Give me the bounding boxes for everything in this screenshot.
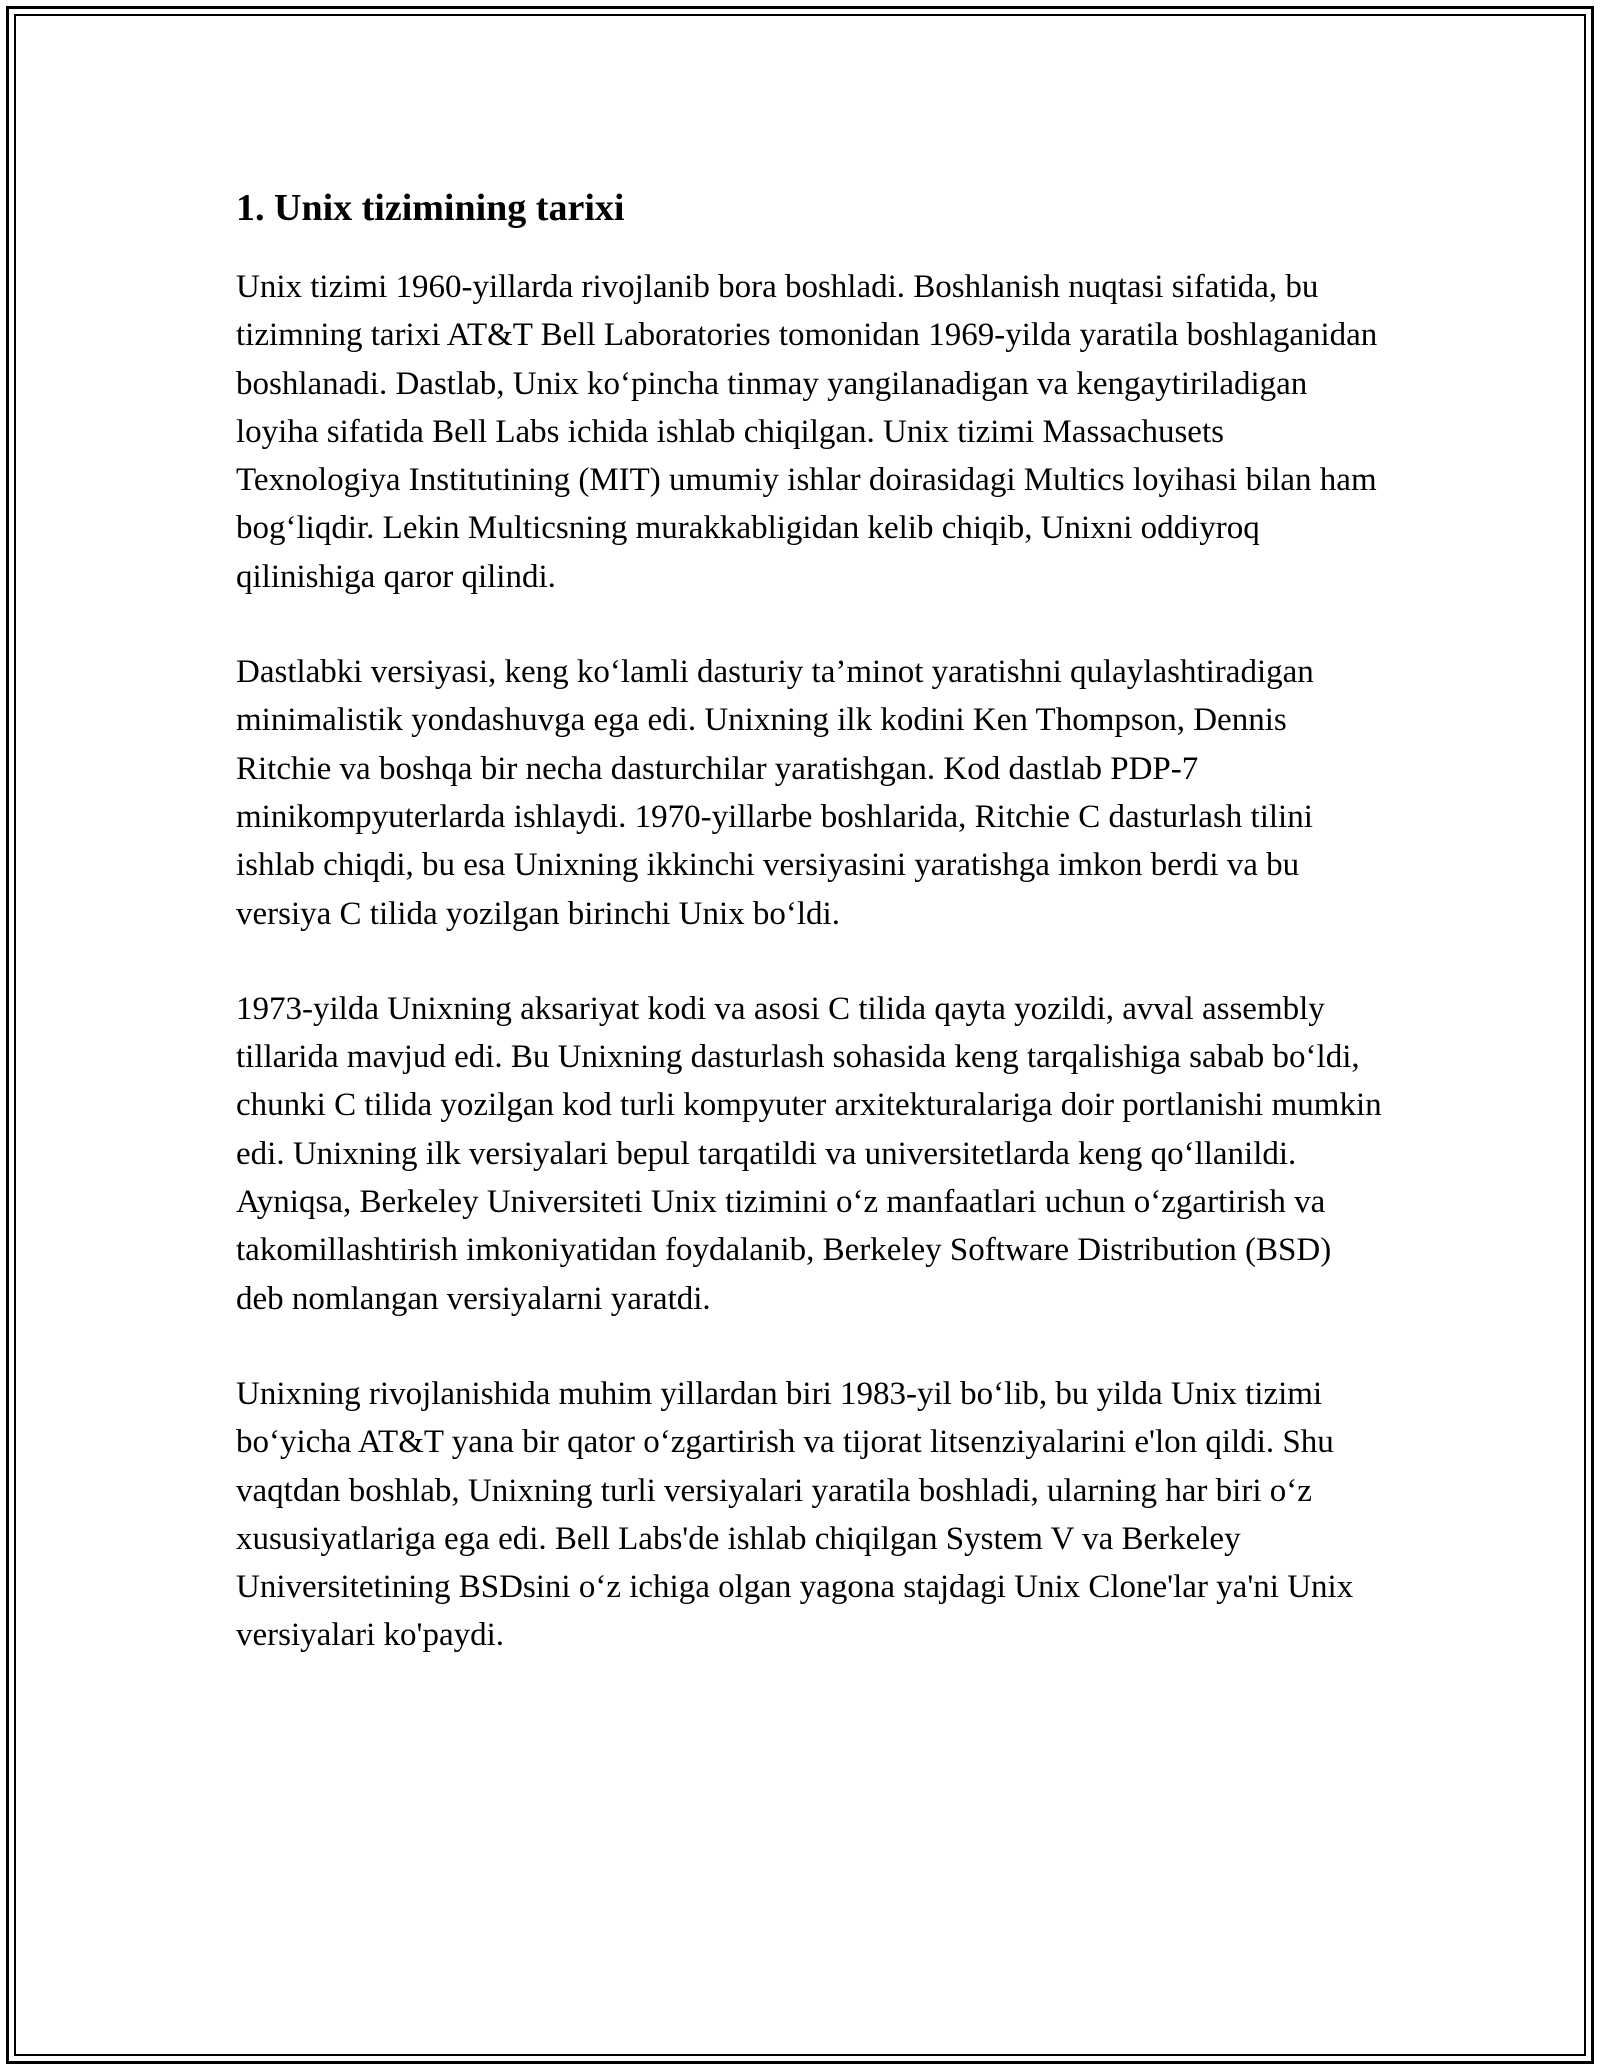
- paragraph-4: Unixning rivojlanishida muhim yillardan biri 1983-yil bo‘lib, bu yilda Unix tizimi bo‘yicha AT&T yana bir qator o‘zgartirish va tijorat litsenziyalarini e'lon qildi. Shu vaqtdan boshlab, Unixning turli versiyalari yaratila boshladi, ularning har biri o‘z xususiyatlariga ega edi. Bell Labs'de ishlab chiqilgan System V va Berkeley Universitetining BSDsini o‘z ichiga olgan yagona stajdagi Unix Clone'lar ya'ni Unix versiyalari ko'paydi.: [236, 1375, 1354, 1654]
- paragraph-2: Dastlabki versiyasi, keng ko‘lamli dasturiy ta’minot yaratishni qulaylashtiradigan minimalistik yondashuvga ega edi. Unixning ilk kodini Ken Thompson, Dennis Ritchie va boshqa bir necha dasturchilar yaratishgan. Kod dastlab PDP-7 minikompyuterlarda ishlaydi. 1970-yillarbe boshlarida, Ritchie C dasturlash tilini ishlab chiqdi, bu esa Unixning ikkinchi versiyasini yaratishga imkon berdi va bu versiya C tilida yozilgan birinchi Unix bo‘ldi.: [236, 654, 1314, 932]
- paragraph-3: 1973-yilda Unixning aksariyat kodi va asosi C tilida qayta yozildi, avval assembly tillarida mavjud edi. Bu Unixning dasturlash sohasida keng tarqalishiga sabab bo‘ldi, chunki C tilida yozilgan kod turli kompyuter arxitekturalariga doir portlanishi mumkin edi. Unixning ilk versiyalari bepul tarqatildi va universitetlarda keng qo‘llanildi. Ayniqsa, Berkeley Universiteti Unix tizimini o‘z manfaatlari uchun o‘zgartirish va takomillashtirish imkoniyatidan foydalanib, Berkeley Software Distribution (BSD) deb nomlangan versiyalarni yaratdi.: [236, 990, 1382, 1317]
- paragraph-1: Unix tizimi 1960-yillarda rivojlanib bora boshladi. Boshlanish nuqtasi sifatida, bu tizimning tarixi AT&T Bell Laboratories tomonidan 1969-yilda yaratila boshlaganidan boshlanadi. Dastlab, Unix ko‘pincha tinmay yangilanadigan va kengaytiriladigan loyiha sifatida Bell Labs ichida ishlab chiqilgan. Unix tizimi Massachusets Texnologiya Institutining (MIT) umumiy ishlar doirasidagi Multics loyihasi bilan ham bog‘liqdir. Lekin Multicsning murakkabligidan kelib chiqib, Unixni oddiyroq qilinishiga qaror qilindi.: [236, 269, 1378, 595]
- section-heading: 1. Unix tizimining tarixi: [236, 187, 625, 229]
- document-body: [236, 180, 1386, 1707]
